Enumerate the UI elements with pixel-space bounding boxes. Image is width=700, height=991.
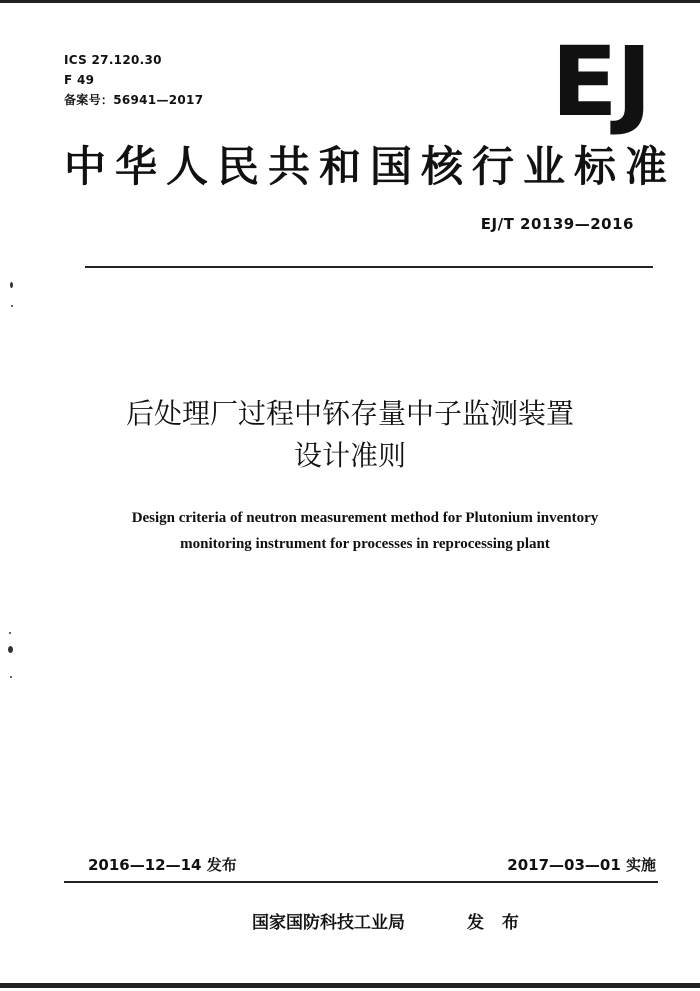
ccs-code: F 49 [64, 73, 95, 87]
chinese-title-line-2: 设计准则 [293, 439, 406, 472]
publish-label: 发 布 [467, 913, 525, 933]
issue-date: 2016—12—14 发布 [88, 856, 237, 874]
ej-logo-text: EJ [550, 26, 650, 138]
scan-speck [9, 632, 11, 634]
scan-speck [8, 646, 13, 653]
ej-logo [500, 26, 650, 138]
implement-date: 2017—03—01 实施 [507, 856, 656, 874]
ics-code: ICS 27.120.30 [64, 53, 162, 67]
standard-number: EJ/T 20139—2016 [480, 215, 634, 233]
standard-title: 中华人民共和国核行业标准 [64, 142, 677, 191]
scan-speck [11, 305, 13, 307]
chinese-title [0, 393, 700, 477]
english-title-line-1: Design criteria of neutron measurement method for Plutonium inventory [131, 510, 599, 526]
scan-speck [10, 676, 12, 678]
top-border [0, 0, 700, 3]
classification-block [64, 50, 203, 110]
filing-number: 备案号：56941—2017 [64, 93, 204, 107]
bottom-border [0, 983, 700, 988]
publisher-name: 国家国防科技工业局 [252, 913, 405, 933]
header-divider [85, 266, 653, 268]
scan-speck [10, 282, 13, 288]
chinese-title-line-1: 后处理厂过程中钚存量中子监测装置 [125, 397, 574, 430]
english-title-line-2: monitoring instrument for processes in reprocessing plant [180, 536, 550, 552]
footer-divider [64, 881, 658, 883]
english-title [0, 505, 700, 557]
